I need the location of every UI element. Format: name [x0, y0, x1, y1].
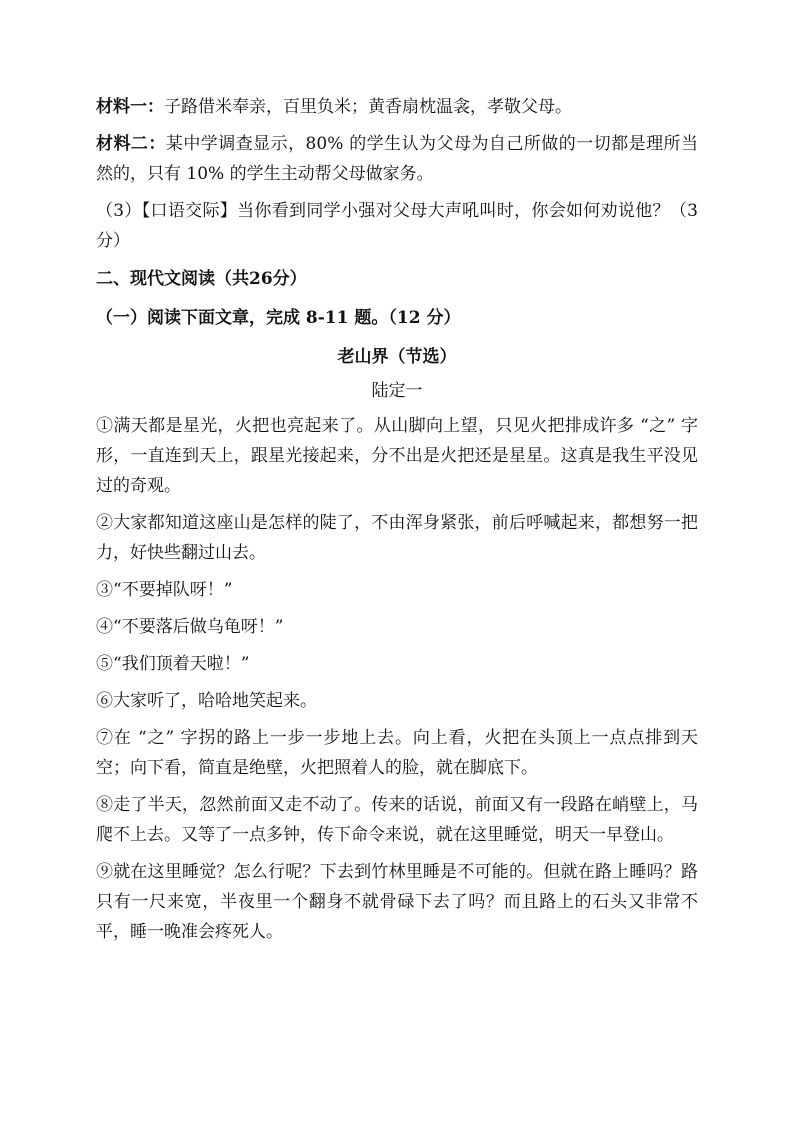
material-1 [96, 92, 698, 122]
article-title: 老山界（节选） [337, 347, 457, 367]
document-page [96, 92, 698, 954]
section-2-heading: 二、现代文阅读（共26分） [96, 269, 307, 289]
article-paragraph-5: ⑤“我们顶着天啦！” [96, 654, 250, 674]
article-paragraph-4: ④“不要落后做乌龟呀！” [96, 617, 284, 637]
material-2-label: 材料二： [96, 134, 166, 154]
article-paragraph-2: ②大家都知道这座山是怎样的陡了，不由浑身紧张，前后呼喊起来，都想努一把力，好快些翻过山去。 [96, 513, 698, 563]
article-paragraph-1: ①满天都是星光，火把也亮起来了。从山脚向上望，只见火把排成许多 “之” 字形，一直连到天上，跟星光接起来，分不出是火把还是星星。这真是我生平没见过的奇观。 [96, 416, 698, 496]
article-paragraph-9: ⑨就在这里睡觉？怎么行呢？下去到竹林里睡是不可能的。但就在路上睡吗？路只有一尺来宽，半夜里一个翻身不就骨碌下去了吗？而且路上的石头又非常不平，睡一晚准会疼死人。 [96, 862, 698, 942]
material-2-text: 某中学调查显示，80% 的学生认为父母为自己所做的一切都是理所当然的，只有 10% 的学生主动帮父母做家务。 [96, 134, 698, 184]
material-1-label: 材料一： [96, 97, 164, 117]
subsection-1-heading: （一）阅读下面文章，完成 8-11 题。（12 分） [96, 308, 461, 328]
material-1-text: 子路借米奉亲，百里负米；黄香扇枕温衾，孝敬父母。 [164, 97, 572, 117]
question-3: （3）【口语交际】当你看到同学小强对父母大声吼叫时，你会如何劝说他？（3 分） [96, 201, 698, 251]
article-paragraph-7: ⑦在 “之” 字拐的路上一步一步地上去。向上看，火把在头顶上一点点排到天空；向下看，简直是绝壁，火把照着人的脸，就在脚底下。 [96, 728, 698, 778]
article-author: 陆定一 [371, 381, 423, 401]
material-2 [96, 129, 698, 189]
article-paragraph-8: ⑧走了半天，忽然前面又走不动了。传来的话说，前面又有一段路在峭壁上，马爬不上去。又等了一点多钟，传下命令来说，就在这里睡觉，明天一早登山。 [96, 795, 698, 845]
article-paragraph-3: ③“不要掉队呀！” [96, 580, 233, 600]
article-paragraph-6: ⑥大家听了，哈哈地笑起来。 [96, 691, 317, 711]
